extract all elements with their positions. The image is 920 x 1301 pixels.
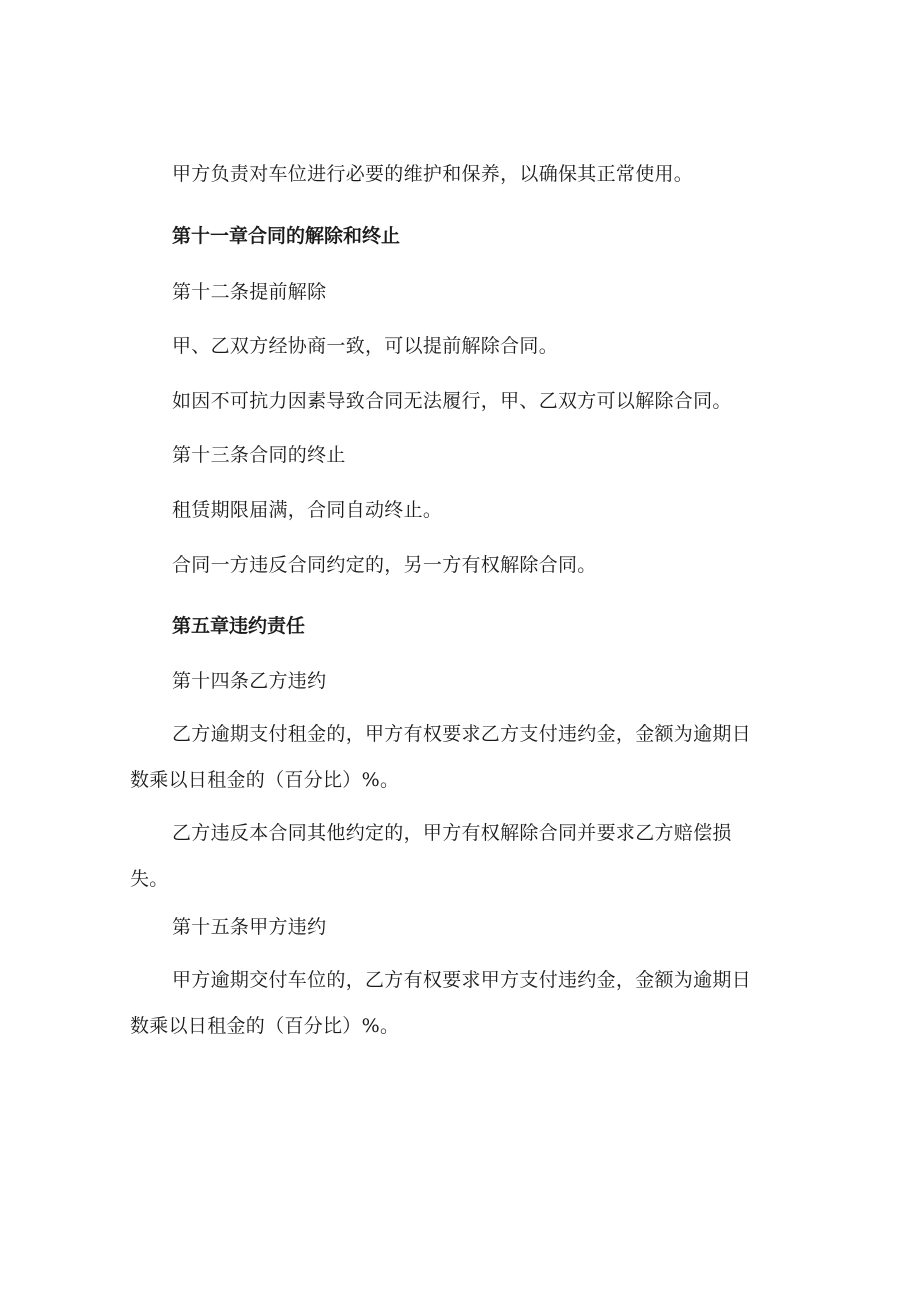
article-heading-party-a-breach: 第十五条甲方违约 xyxy=(172,916,327,938)
paragraph-breach-termination: 合同一方违反合同约定的，另一方有权解除合同。 xyxy=(172,554,597,576)
paragraph-force-majeure: 如因不可抗力因素导致合同无法履行，甲、乙双方可以解除合同。 xyxy=(172,390,732,412)
paragraph-lease-expiry: 租赁期限届满，合同自动终止。 xyxy=(172,499,443,521)
paragraph-maintenance: 甲方负责对车位进行必要的维护和保养，以确保其正常使用。 xyxy=(172,163,694,185)
chapter-heading-termination: 第十一章合同的解除和终止 xyxy=(172,225,401,247)
paragraph-mutual-agreement: 甲、乙双方经协商一致，可以提前解除合同。 xyxy=(172,335,559,357)
article-heading-party-b-breach: 第十四条乙方违约 xyxy=(172,670,327,692)
article-heading-early-termination: 第十二条提前解除 xyxy=(172,281,327,303)
chapter-heading-liability: 第五章违约责任 xyxy=(172,615,306,637)
paragraph-late-delivery-penalty: 甲方逾期交付车位的，乙方有权要求甲方支付违约金，金额为逾期日数乘以日租金的（百分比）%。 xyxy=(130,969,752,1037)
paragraph-late-rent-penalty: 乙方逾期支付租金的，甲方有权要求乙方支付违约金，金额为逾期日数乘以日租金的（百分比）%。 xyxy=(130,723,752,791)
paragraph-party-b-other-breach: 乙方违反本合同其他约定的，甲方有权解除合同并要求乙方赔偿损失。 xyxy=(130,822,732,890)
article-heading-contract-end: 第十三条合同的终止 xyxy=(172,444,346,466)
